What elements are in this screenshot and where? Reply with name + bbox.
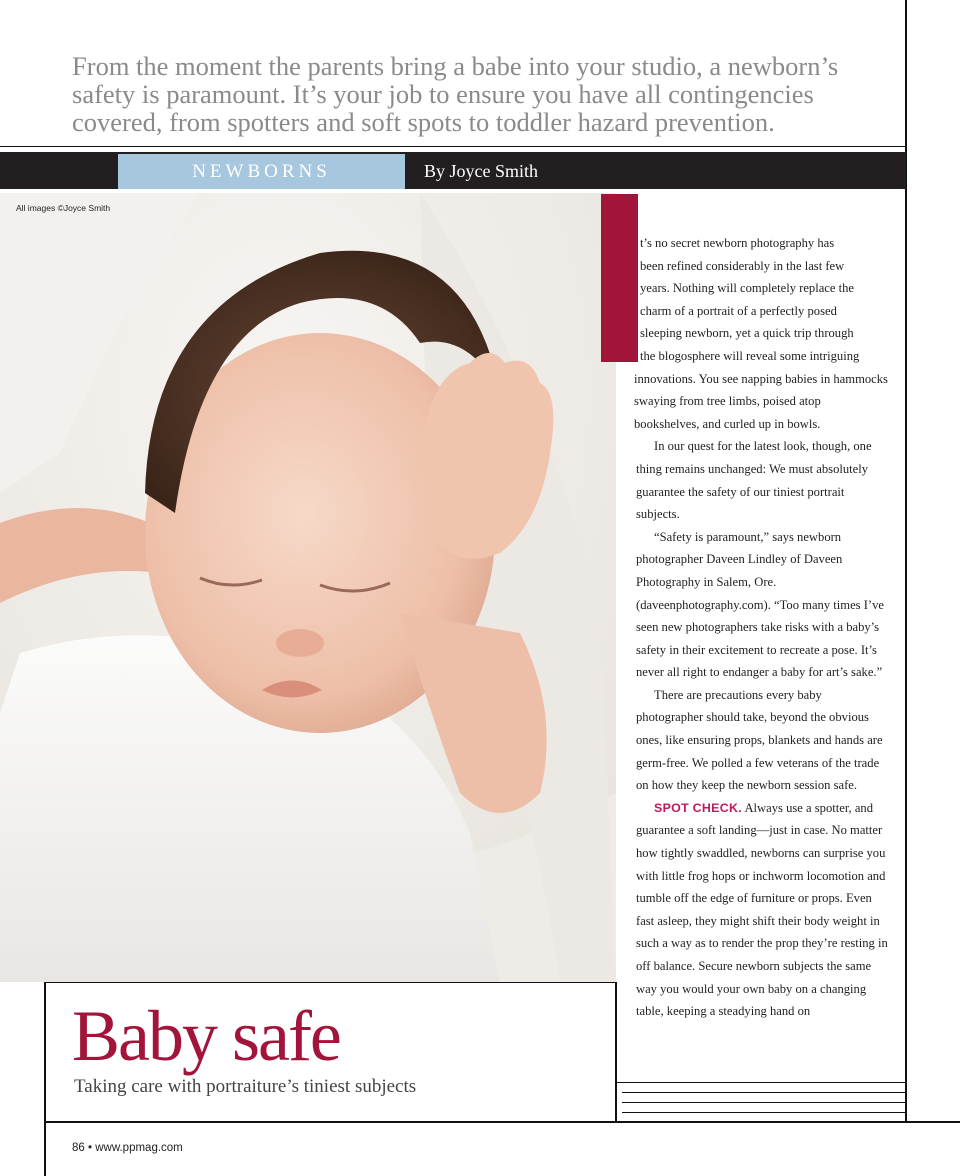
lead-line: the blogosphere will reveal some intriguing [640, 348, 860, 363]
drop-cap-block [601, 194, 638, 362]
headline: Baby safe [72, 996, 340, 1076]
lead-line: been refined considerably in the last few [640, 258, 845, 273]
paragraph: “Safety is paramount,” says newborn photographer Daveen Lindley of Daveen Photography in Salem, Ore. (daveenphotography.com). “Too many times I’ve seen new photographers take risks with a baby’s safety in their excitement to recreate a pose. It’s never all right to endanger a baby for art’s sake.” [636, 529, 884, 680]
paragraph: In our quest for the latest look, though, one thing remains unchanged: We must absolutely guarantee the safety of our tiniest portrait subjects. [636, 439, 872, 522]
lead-paragraph-continued: innovations. You see napping babies in hammocks swaying from tree limbs, poised atop bookshelves, and curled up in bowls. [634, 371, 888, 431]
newborn-photo [0, 193, 616, 982]
section-label: NEWBORNS [118, 154, 405, 189]
column-rule [622, 1092, 906, 1093]
paragraph-spot-check [636, 797, 888, 1023]
lead-line: years. Nothing will completely replace the [640, 281, 855, 296]
photo-credit: All images ©Joyce Smith [16, 203, 111, 213]
newborn-illustration [0, 193, 616, 982]
spot-check-kicker: SPOT CHECK. [654, 800, 742, 815]
column-rule [616, 1082, 906, 1083]
paragraph: There are precautions every baby photographer should take, beyond the obvious ones, like ensuring props, blankets and hands are germ-free. We polled a few veterans of the trade on how they keep the newborn session safe. [636, 687, 883, 793]
lead-line: sleeping newborn, yet a quick trip through [640, 326, 854, 341]
column-rule [622, 1112, 906, 1113]
headline-top-rule [44, 982, 616, 983]
lead-line: charm of a portrait of a perfectly posed [640, 303, 837, 318]
lead-line: t’s no secret newborn photography has [640, 236, 835, 250]
top-right-rule [0, 146, 906, 147]
column-left-rule [615, 982, 617, 1122]
byline: By Joyce Smith [424, 161, 539, 181]
headline-left-rule [44, 982, 46, 1176]
spot-check-text: Always use a spotter, and guarantee a soft landing—just in case. No matter how tightly swaddled, newborns can surprise you with little frog hops or inchworm locomotion and tumble off the edge of furniture or props. Even fast asleep, they might shift their body weight in such a way as to render the prop they’re resting in off balance. Secure newborn subjects the same way you would your own baby on a changing table, keeping a steadying hand on [636, 800, 888, 1019]
article-body [636, 232, 888, 1023]
subhead: Taking care with portraiture’s tiniest subjects [74, 1076, 417, 1097]
page-folio: 86 • www.ppmag.com [72, 1142, 183, 1154]
column-rule [622, 1102, 906, 1103]
article-deck: From the moment the parents bring a babe into your studio, a newborn’s safety is paramount. It’s your job to ensure you have all contingencies covered, from spotters and soft spots to toddler hazard prevention. [72, 51, 839, 137]
footer-rule [44, 1121, 960, 1123]
lead-paragraph [636, 232, 888, 368]
